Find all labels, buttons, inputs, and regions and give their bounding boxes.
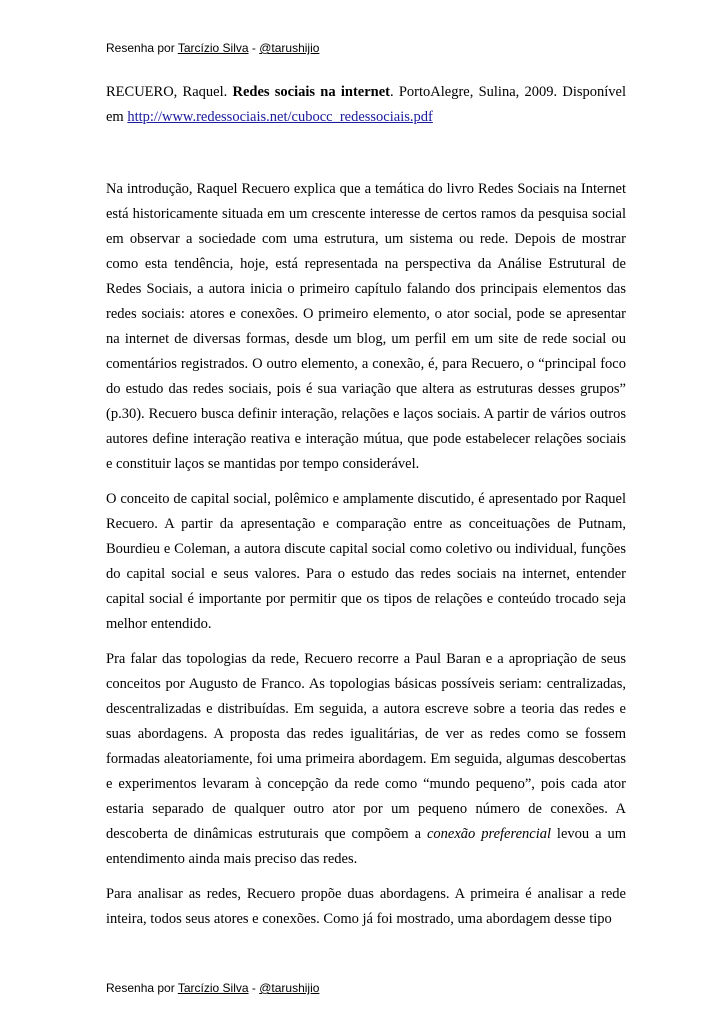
page-footer bbox=[106, 981, 319, 995]
footer-separator: - bbox=[248, 981, 260, 995]
paragraph-abordagens: Para analisar as redes, Recuero propõe duas abordagens. A primeira é analisar a rede inteira, todos seus atores e conexões. Como já foi mostrado, uma abordagem desse tipo bbox=[106, 886, 626, 927]
footer-author-link[interactable]: Tarcízio Silva bbox=[177, 981, 249, 995]
reference-url-link[interactable]: http://www.redessociais.net/cubocc_redessociais.pdf bbox=[127, 109, 433, 125]
paragraph-topologias-text: Pra falar das topologias da rede, Recuero recorre a Paul Baran e a apropriação de seus conceitos por Augusto de Franco. As topologias básicas possíveis seriam: centralizadas, descentralizadas e distribuídas. Em seguida, a autora escreve sobre a teoria das redes e suas abordagens. A proposta das redes igualitárias, de ver as redes como se fossem formadas aleatoriamente, foi uma primeira abordagem. Em seguida, algumas descobertas e experimentos levaram à concepção da rede como “mundo pequeno”, pois cada ator estaria separado de qualquer outro ator por um pequeno número de conexões. A descoberta de dinâmicas estruturais que compõem a bbox=[106, 651, 626, 842]
conexao-preferencial-term: conexão preferencial bbox=[426, 826, 551, 842]
paragraph-introduction: Na introdução, Raquel Recuero explica que a temática do livro Redes Sociais na Internet está historicamente situada em um crescente interesse de certos ramos da pesquisa social em observar a sociedade com uma estrutura, um sistema ou rede. Depois de mostrar como esta tendência, hoje, está representada na perspectiva da Análise Estrutural de Redes Sociais, a autora inicia o primeiro capítulo falando dos principais elementos das redes sociais: atores e conexões. O primeiro elemento, o ator social, pode se apresentar na internet de diversas formas, desde um blog, um perfil em um site de rede social ou comentários registrados. O outro elemento, a conexão, é, para Recuero, o “principal foco do estudo das redes sociais, pois é sua variação que altera as estruturas desses grupos” (p.30). Recuero busca definir interação, relações e laços sociais. A partir de vários outros autores define interação reativa e interação mútua, que pode estabelecer relações sociais e constituir laços se mantidas por tempo considerável. bbox=[106, 181, 626, 472]
reference-title: Redes sociais na internet bbox=[232, 84, 390, 100]
reference-details: . PortoAlegre, Sulina, 2009. Disponível em bbox=[106, 84, 626, 125]
document-body bbox=[106, 80, 626, 942]
footer-handle-link[interactable]: @tarushijio bbox=[259, 981, 320, 995]
header-handle-link[interactable]: @tarushijio bbox=[259, 41, 320, 55]
bibliographic-reference bbox=[106, 80, 626, 130]
page-header bbox=[106, 41, 319, 55]
paragraph-capital-social: O conceito de capital social, polêmico e amplamente discutido, é apresentado por Raquel Recuero. A partir da apresentação e comparação entre as conceituações de Putnam, Bourdieu e Coleman, a autora discute capital social como coletivo ou individual, funções do capital social e seus valores. Para o estudo das redes sociais na internet, entender capital social é importante por permitir que os tipos de relações e conteúdo trocado seja melhor entendido. bbox=[106, 491, 626, 632]
header-author-link[interactable]: Tarcízio Silva bbox=[177, 41, 249, 55]
reference-authors: RECUERO, Raquel. bbox=[106, 84, 228, 100]
header-prefix: Resenha por bbox=[106, 41, 178, 55]
paragraph-topologias bbox=[106, 647, 626, 872]
header-separator: - bbox=[248, 41, 260, 55]
footer-prefix: Resenha por bbox=[106, 981, 178, 995]
paragraph-topologias-end: levou a um entendimento ainda mais preciso das redes. bbox=[106, 826, 626, 867]
